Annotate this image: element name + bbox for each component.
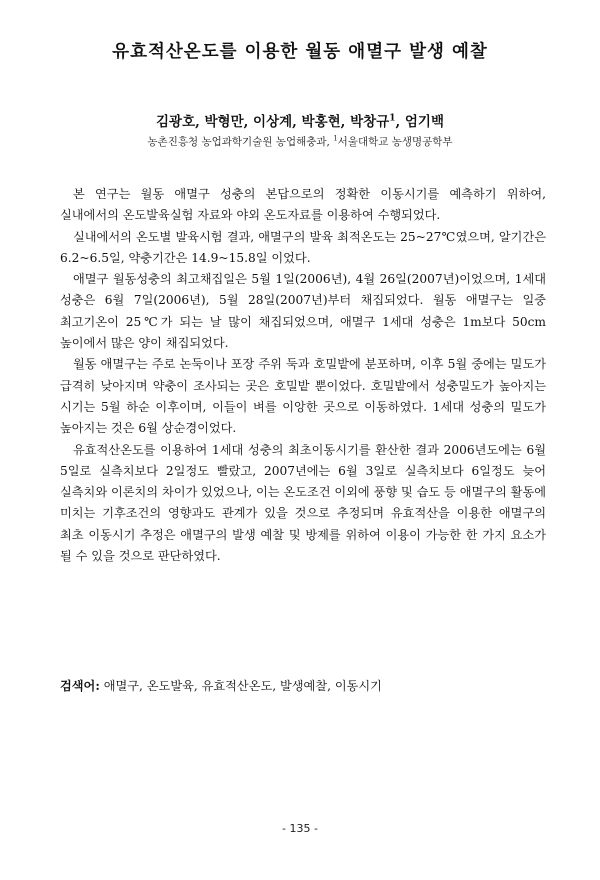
affiliation-second: 서울대학교 농생명공학부 bbox=[337, 136, 453, 148]
author-names-last: , 엄기백 bbox=[395, 114, 444, 130]
author-list bbox=[40, 110, 560, 130]
affiliation-main: 농촌진흥청 농업과학기술원 농업해충과, bbox=[147, 136, 334, 148]
abstract-paragraph: 본 연구는 월동 애멸구 성충의 본답으로의 정확한 이동시기를 예측하기 위하여, 실내에서의 온도발육실험 자료와 야외 온도자료를 이용하여 수행되었다. bbox=[60, 187, 546, 223]
abstract-paragraph: 실내에서의 온도별 발육시험 결과, 애멸구의 발육 최적온도는 25~27℃였으며, 알기간은 6.2~6.5일, 약충기간은 14.9~15.8일 이었다. bbox=[60, 229, 546, 265]
author-affiliation-marker: 1 bbox=[389, 113, 396, 124]
paper-title: 유효적산온도를 이용한 월동 애멸구 발생 예찰 bbox=[112, 42, 488, 62]
author-names: 김광호, 박형만, 이상계, 박홍현, 박창규 bbox=[155, 114, 390, 130]
abstract-body bbox=[60, 184, 546, 567]
affiliation-marker: 1 bbox=[333, 134, 338, 143]
abstract-paragraph: 월동 애멸구는 주로 논둑이나 포장 주위 둑과 호밀밭에 분포하며, 이후 5월 중에는 밀도가 급격히 낮아지며 약충이 조사되는 곳은 호밀밭 뿐이었다. 호밀밭에서 성충밀도가 높아지는 시기는 5월 하순 이후이며, 이들이 벼를 이앙한 곳으로 이동하였다. 1세대 성충의 밀도가 높아지는 것은 6월 상순경이었다. bbox=[60, 357, 546, 436]
abstract-paragraph: 애멸구 월동성충의 최고채집일은 5월 1일(2006년), 4월 26일(2007년)이었으며, 1세대 성충은 6월 7일(2006년), 5월 28일(2007년)부터 채집되었다. 월동 애멸구는 일중 최고기온이 25℃가 되는 날 많이 채집되었으며, 애멸구 1세대 성충은 1m보다 50cm 높이에서 많은 양이 채집되었다. bbox=[60, 272, 546, 351]
abstract-paragraph: 유효적산온도를 이용하여 1세대 성충의 최초이동시기를 환산한 결과 2006년도에는 6월 5일로 실측치보다 2일정도 빨랐고, 2007년에는 6월 3일로 실측치보다 6일정도 늦어 실측치와 이론치의 차이가 있었으나, 이는 온도조건 이외에 풍향 및 습도 등 애멸구의 활동에 미치는 기후조건의 영향과도 관계가 있을 것으로 추정되며 유효적산을 이용한 애멸구의 최초 이동시기 추정은 애멸구의 발생 예찰 및 방제를 위하여 이용이 가능한 한 가지 요소가 될 수 있을 것으로 판단하였다. bbox=[60, 442, 546, 564]
keywords-line bbox=[60, 676, 546, 696]
affiliation-line bbox=[40, 134, 560, 149]
page-number: - 135 - bbox=[282, 822, 318, 835]
keywords-terms: 애멸구, 온도발육, 유효적산온도, 발생예찰, 이동시기 bbox=[99, 679, 382, 693]
keywords-label: 검색어: bbox=[60, 679, 100, 693]
